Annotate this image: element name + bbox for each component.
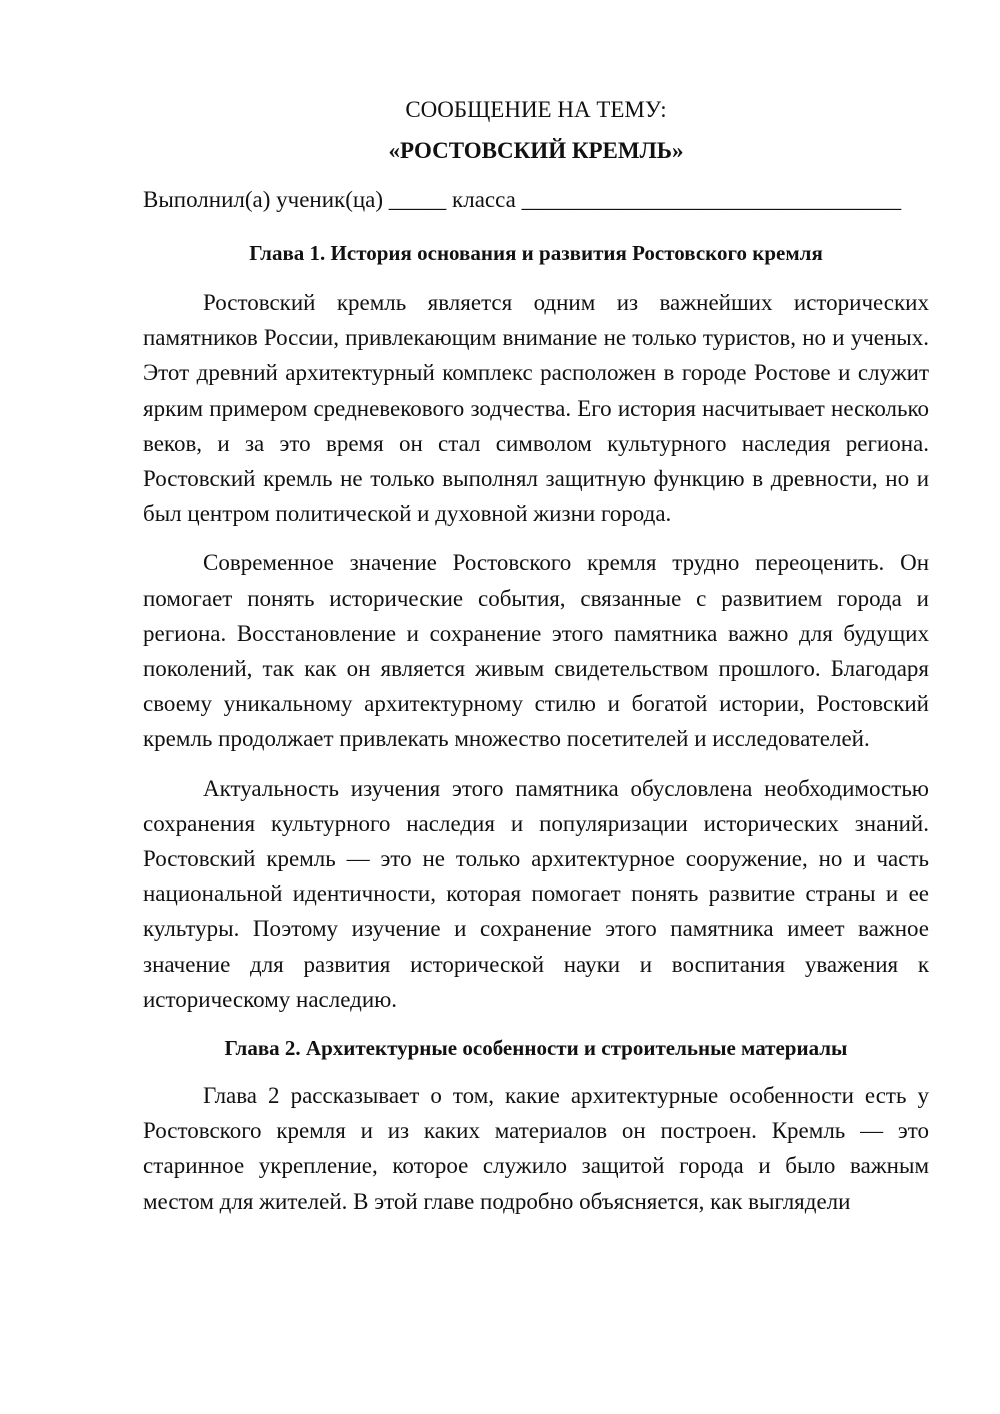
chapter-1-heading: Глава 1. История основания и развития Ростовского кремля bbox=[249, 241, 823, 265]
document-subtitle: СООБЩЕНИЕ НА ТЕМУ: bbox=[405, 97, 667, 122]
document-title: «РОСТОВСКИЙ КРЕМЛЬ» bbox=[388, 138, 684, 163]
chapter-1-paragraph-2: Современное значение Ростовского кремля трудно переоценить. Он помогает понять исторические события, связанные с развитием города и региона. Восстановление и сохранение этого памятника важно для будущих поколений, так как он является живым свидетельством прошлого. Благодаря своему уникальному архитектурному стилю и богатой истории, Ростовский кремль продолжает привлекать множество посетителей и исследователей. bbox=[143, 550, 929, 752]
chapter-1-paragraph-1: Ростовский кремль является одним из важнейших исторических памятников России, привлекающим внимание не только туристов, но и ученых. Этот древний архитектурный комплекс расположен в городе Ростове и служит ярким примером средневекового зодчества. Его история насчитывает несколько веков, и за это время он стал символом культурного наследия региона. Ростовский кремль не только выполнял защитную функцию в древности, но и был центром политической и духовной жизни города. bbox=[143, 290, 929, 527]
author-line: Выполнил(а) ученик(ца) _____ класса _________________________________ bbox=[143, 187, 902, 212]
chapter-2-heading: Глава 2. Архитектурные особенности и строительные материалы bbox=[224, 1036, 848, 1061]
chapter-1-paragraph-3: Актуальность изучения этого памятника обусловлена необходимостью сохранения культурного наследия и популяризации исторических знаний. Ростовский кремль — это не только архитектурное сооружение, но и часть национальной идентичности, которая помогает понять развитие страны и ее культуры. Поэтому изучение и сохранение этого памятника имеет важное значение для развития исторической науки и воспитания уважения к историческому наследию. bbox=[143, 775, 929, 1012]
document-page bbox=[143, 92, 929, 1219]
chapter-2-paragraph-1: Глава 2 рассказывает о том, какие архитектурные особенности есть у Ростовского кремля и из каких материалов он построен. Кремль — это старинное укрепление, которое служило защитой города и было важным местом для жителей. В этой главе подробно объясняется, как выглядели bbox=[143, 1083, 929, 1214]
